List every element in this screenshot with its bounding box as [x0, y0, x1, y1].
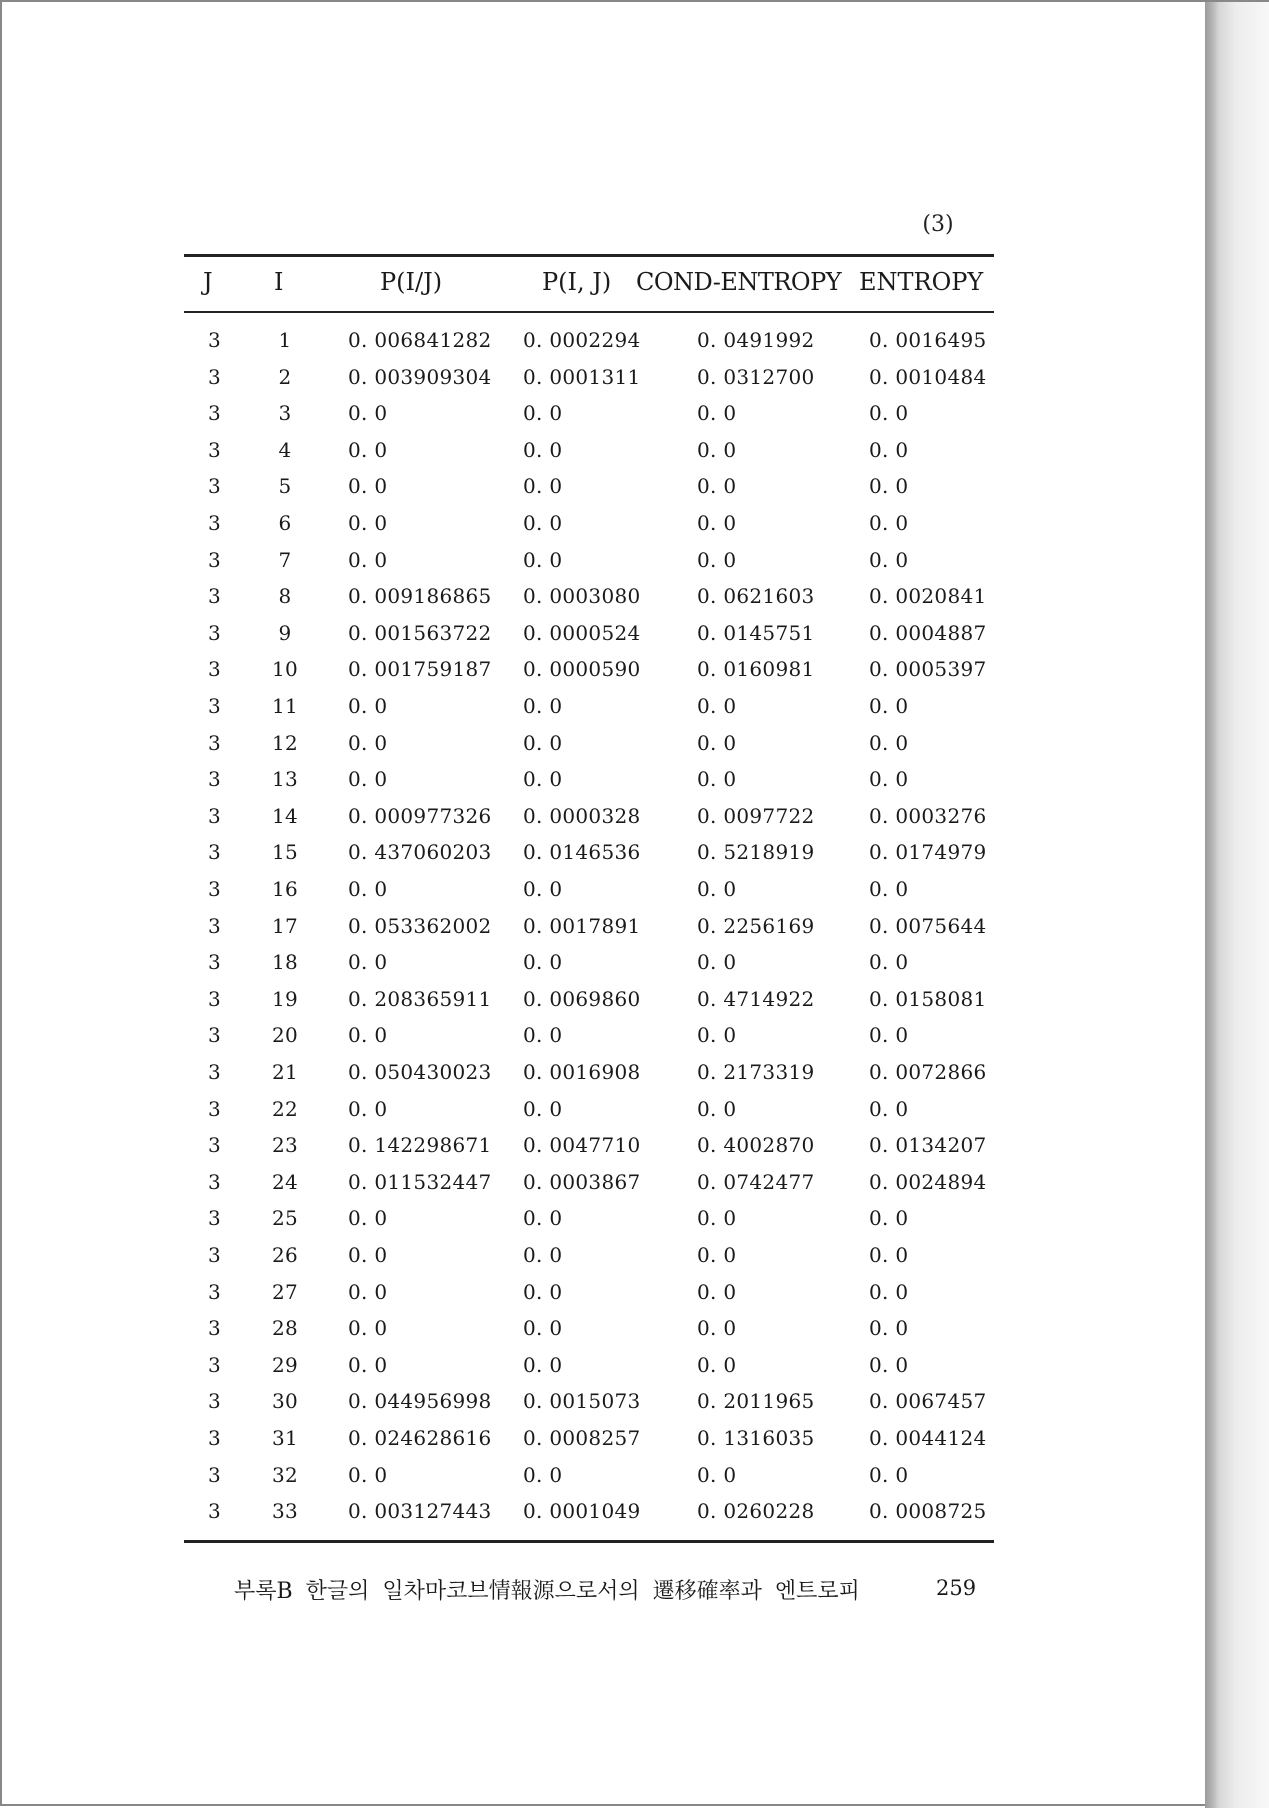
cell-p-i-j: 0. 0 [523, 694, 563, 718]
cell-p-i-given-j: 0. 0 [348, 1023, 388, 1047]
cell-j: 3 [208, 621, 222, 645]
cell-i: 32 [271, 1463, 299, 1487]
cell-entropy: 0. 0 [869, 731, 909, 755]
cell-p-i-j: 0. 0 [523, 474, 563, 498]
cell-j: 3 [208, 1133, 222, 1157]
table-row [2, 725, 1042, 761]
page-number: 259 [936, 1576, 977, 1600]
cell-j: 3 [208, 328, 222, 352]
cell-p-i-j: 0. 0 [523, 1316, 563, 1340]
cell-p-i-given-j: 0. 0 [348, 694, 388, 718]
cell-p-i-j: 0. 0001311 [523, 365, 641, 389]
cell-p-i-j: 0. 0047710 [523, 1133, 641, 1157]
cell-i: 10 [271, 657, 299, 681]
table-row [2, 688, 1042, 724]
cell-entropy: 0. 0 [869, 767, 909, 791]
cell-cond-entropy: 0. 0 [697, 694, 737, 718]
table-row [2, 1017, 1042, 1053]
cell-entropy: 0. 0 [869, 401, 909, 425]
table-row [2, 944, 1042, 980]
cell-i: 22 [271, 1097, 299, 1121]
cell-j: 3 [208, 694, 222, 718]
cell-i: 31 [271, 1426, 299, 1450]
cell-p-i-given-j: 0. 003909304 [348, 365, 492, 389]
table-row [2, 1457, 1042, 1493]
cell-i: 24 [271, 1170, 299, 1194]
cell-j: 3 [208, 1023, 222, 1047]
table-row [2, 432, 1042, 468]
cell-j: 3 [208, 474, 222, 498]
cell-p-i-j: 0. 0 [523, 731, 563, 755]
table-top-rule [184, 254, 994, 257]
cell-p-i-j: 0. 0 [523, 1097, 563, 1121]
cell-i: 3 [278, 401, 292, 425]
cell-p-i-j: 0. 0000524 [523, 621, 641, 645]
cell-cond-entropy: 0. 0 [697, 1023, 737, 1047]
cell-entropy: 0. 0010484 [869, 365, 987, 389]
cell-cond-entropy: 0. 2256169 [697, 914, 815, 938]
cell-i: 11 [271, 694, 299, 718]
cell-p-i-j: 0. 0003867 [523, 1170, 641, 1194]
cell-entropy: 0. 0 [869, 877, 909, 901]
cell-p-i-j: 0. 0 [523, 1280, 563, 1304]
cell-p-i-given-j: 0. 437060203 [348, 840, 492, 864]
cell-p-i-j: 0. 0 [523, 511, 563, 535]
cell-p-i-j: 0. 0 [523, 877, 563, 901]
cell-cond-entropy: 0. 0621603 [697, 584, 815, 608]
cell-i: 13 [271, 767, 299, 791]
cell-i: 21 [271, 1060, 299, 1084]
cell-j: 3 [208, 1463, 222, 1487]
cell-j: 3 [208, 1097, 222, 1121]
cell-p-i-given-j: 0. 0 [348, 548, 388, 572]
cell-entropy: 0. 0008725 [869, 1499, 987, 1523]
cell-cond-entropy: 0. 0 [697, 1463, 737, 1487]
cell-p-i-j: 0. 0069860 [523, 987, 641, 1011]
cell-entropy: 0. 0044124 [869, 1426, 987, 1450]
cell-p-i-j: 0. 0003080 [523, 584, 641, 608]
cell-cond-entropy: 0. 0260228 [697, 1499, 815, 1523]
cell-p-i-given-j: 0. 0 [348, 511, 388, 535]
cell-entropy: 0. 0072866 [869, 1060, 987, 1084]
cell-j: 3 [208, 1426, 222, 1450]
cell-j: 3 [208, 438, 222, 462]
table-row [2, 1493, 1042, 1529]
cell-j: 3 [208, 657, 222, 681]
cell-i: 30 [271, 1389, 299, 1413]
table-bottom-rule [184, 1540, 994, 1543]
cell-i: 26 [271, 1243, 299, 1267]
cell-p-i-given-j: 0. 0 [348, 401, 388, 425]
table-row [2, 542, 1042, 578]
table-row [2, 1274, 1042, 1310]
cell-cond-entropy: 0. 0 [697, 731, 737, 755]
table-row [2, 871, 1042, 907]
table-row [2, 468, 1042, 504]
cell-p-i-j: 0. 0 [523, 438, 563, 462]
cell-p-i-given-j: 0. 003127443 [348, 1499, 492, 1523]
table-row [2, 1347, 1042, 1383]
cell-i: 29 [271, 1353, 299, 1377]
cell-j: 3 [208, 804, 222, 828]
cell-cond-entropy: 0. 1316035 [697, 1426, 815, 1450]
table-row [2, 1164, 1042, 1200]
cell-i: 9 [278, 621, 292, 645]
cell-i: 27 [271, 1280, 299, 1304]
cell-entropy: 0. 0 [869, 548, 909, 572]
cell-cond-entropy: 0. 0 [697, 877, 737, 901]
cell-p-i-given-j: 0. 208365911 [348, 987, 492, 1011]
cell-i: 6 [278, 511, 292, 535]
cell-j: 3 [208, 1243, 222, 1267]
cell-p-i-given-j: 0. 000977326 [348, 804, 492, 828]
cell-i: 25 [271, 1206, 299, 1230]
cell-j: 3 [208, 987, 222, 1011]
cell-cond-entropy: 0. 0742477 [697, 1170, 815, 1194]
cell-p-i-given-j: 0. 0 [348, 1206, 388, 1230]
table-row [2, 834, 1042, 870]
cell-i: 28 [271, 1316, 299, 1340]
cell-p-i-j: 0. 0001049 [523, 1499, 641, 1523]
cell-p-i-j: 0. 0 [523, 1243, 563, 1267]
cell-entropy: 0. 0 [869, 1316, 909, 1340]
table-row [2, 1420, 1042, 1456]
cell-entropy: 0. 0 [869, 1243, 909, 1267]
cell-j: 3 [208, 1353, 222, 1377]
cell-p-i-j: 0. 0 [523, 1206, 563, 1230]
cell-cond-entropy: 0. 0312700 [697, 365, 815, 389]
cell-j: 3 [208, 914, 222, 938]
cell-j: 3 [208, 840, 222, 864]
cell-i: 19 [271, 987, 299, 1011]
page-edge-shadow [1205, 2, 1269, 1808]
cell-p-i-j: 0. 0 [523, 767, 563, 791]
cell-cond-entropy: 0. 0 [697, 548, 737, 572]
cell-cond-entropy: 0. 0 [697, 1353, 737, 1377]
cell-i: 2 [278, 365, 292, 389]
cell-j: 3 [208, 548, 222, 572]
cell-entropy: 0. 0004887 [869, 621, 987, 645]
cell-p-i-given-j: 0. 0 [348, 438, 388, 462]
page-footer [234, 1570, 994, 1604]
cell-p-i-given-j: 0. 0 [348, 1353, 388, 1377]
table-body [2, 322, 1042, 1532]
header-p-i-given-j: P(I/J) [380, 268, 443, 296]
cell-i: 5 [278, 474, 292, 498]
cell-cond-entropy: 0. 0 [697, 1206, 737, 1230]
cell-j: 3 [208, 1499, 222, 1523]
cell-p-i-given-j: 0. 001563722 [348, 621, 492, 645]
table-row [2, 322, 1042, 358]
cell-entropy: 0. 0 [869, 1206, 909, 1230]
cell-i: 15 [271, 840, 299, 864]
table-row [2, 1383, 1042, 1419]
cell-entropy: 0. 0 [869, 950, 909, 974]
cell-j: 3 [208, 731, 222, 755]
table-row [2, 908, 1042, 944]
cell-p-i-j: 0. 0146536 [523, 840, 641, 864]
cell-p-i-j: 0. 0 [523, 1023, 563, 1047]
cell-i: 1 [278, 328, 292, 352]
header-p-i-j: P(I, J) [542, 268, 612, 296]
cell-p-i-j: 0. 0016908 [523, 1060, 641, 1084]
cell-p-i-j: 0. 0002294 [523, 328, 641, 352]
table-row [2, 981, 1042, 1017]
cell-cond-entropy: 0. 0491992 [697, 328, 815, 352]
cell-entropy: 0. 0 [869, 694, 909, 718]
table-row [2, 1200, 1042, 1236]
cell-cond-entropy: 0. 0 [697, 1243, 737, 1267]
cell-entropy: 0. 0067457 [869, 1389, 987, 1413]
cell-p-i-given-j: 0. 011532447 [348, 1170, 492, 1194]
table-number: (3) [922, 212, 954, 237]
cell-p-i-given-j: 0. 044956998 [348, 1389, 492, 1413]
table-row [2, 1310, 1042, 1346]
cell-p-i-given-j: 0. 006841282 [348, 328, 492, 352]
cell-j: 3 [208, 1280, 222, 1304]
cell-j: 3 [208, 1206, 222, 1230]
cell-entropy: 0. 0174979 [869, 840, 987, 864]
cell-i: 18 [271, 950, 299, 974]
table-row [2, 651, 1042, 687]
table-row [2, 395, 1042, 431]
cell-j: 3 [208, 1316, 222, 1340]
cell-i: 14 [271, 804, 299, 828]
cell-entropy: 0. 0005397 [869, 657, 987, 681]
cell-entropy: 0. 0003276 [869, 804, 987, 828]
cell-cond-entropy: 0. 0 [697, 767, 737, 791]
cell-j: 3 [208, 365, 222, 389]
cell-i: 12 [271, 731, 299, 755]
cell-i: 33 [271, 1499, 299, 1523]
cell-p-i-j: 0. 0 [523, 950, 563, 974]
table-row [2, 1237, 1042, 1273]
cell-p-i-given-j: 0. 0 [348, 1097, 388, 1121]
cell-p-i-j: 0. 0015073 [523, 1389, 641, 1413]
running-title: 부록B 한글의 일차마코브情報源으로서의 遷移確率과 엔트로피 [234, 1579, 860, 1604]
cell-cond-entropy: 0. 0 [697, 401, 737, 425]
cell-p-i-given-j: 0. 024628616 [348, 1426, 492, 1450]
cell-cond-entropy: 0. 5218919 [697, 840, 815, 864]
header-i: I [274, 268, 284, 296]
table-row [2, 761, 1042, 797]
cell-entropy: 0. 0158081 [869, 987, 987, 1011]
cell-p-i-given-j: 0. 009186865 [348, 584, 492, 608]
cell-entropy: 0. 0 [869, 1023, 909, 1047]
table-row [2, 798, 1042, 834]
cell-p-i-given-j: 0. 0 [348, 474, 388, 498]
cell-j: 3 [208, 401, 222, 425]
table-header-rule [184, 311, 994, 313]
cell-j: 3 [208, 767, 222, 791]
cell-entropy: 0. 0 [869, 474, 909, 498]
cell-i: 20 [271, 1023, 299, 1047]
cell-entropy: 0. 0 [869, 1353, 909, 1377]
cell-p-i-given-j: 0. 001759187 [348, 657, 492, 681]
table-header-row [2, 264, 1042, 304]
cell-i: 7 [278, 548, 292, 572]
cell-entropy: 0. 0020841 [869, 584, 987, 608]
cell-p-i-given-j: 0. 0 [348, 877, 388, 901]
table-row [2, 1127, 1042, 1163]
cell-j: 3 [208, 1170, 222, 1194]
cell-p-i-j: 0. 0 [523, 548, 563, 572]
cell-p-i-given-j: 0. 053362002 [348, 914, 492, 938]
cell-cond-entropy: 0. 0 [697, 474, 737, 498]
cell-p-i-given-j: 0. 0 [348, 1243, 388, 1267]
table-row [2, 505, 1042, 541]
cell-cond-entropy: 0. 0 [697, 1316, 737, 1340]
cell-p-i-j: 0. 0000328 [523, 804, 641, 828]
cell-p-i-j: 0. 0017891 [523, 914, 641, 938]
cell-entropy: 0. 0024894 [869, 1170, 987, 1194]
cell-i: 16 [271, 877, 299, 901]
cell-cond-entropy: 0. 0 [697, 1097, 737, 1121]
cell-p-i-j: 0. 0000590 [523, 657, 641, 681]
cell-p-i-given-j: 0. 0 [348, 1280, 388, 1304]
cell-i: 17 [271, 914, 299, 938]
cell-cond-entropy: 0. 0 [697, 438, 737, 462]
cell-cond-entropy: 0. 4002870 [697, 1133, 815, 1157]
header-cond-entropy: COND-ENTROPY [636, 268, 842, 296]
cell-i: 23 [271, 1133, 299, 1157]
cell-cond-entropy: 0. 0145751 [697, 621, 815, 645]
cell-j: 3 [208, 877, 222, 901]
cell-entropy: 0. 0075644 [869, 914, 987, 938]
cell-entropy: 0. 0 [869, 1280, 909, 1304]
cell-cond-entropy: 0. 0160981 [697, 657, 815, 681]
cell-entropy: 0. 0 [869, 511, 909, 535]
cell-entropy: 0. 0 [869, 438, 909, 462]
cell-entropy: 0. 0 [869, 1097, 909, 1121]
cell-p-i-given-j: 0. 0 [348, 1316, 388, 1340]
header-j: J [203, 268, 213, 296]
cell-p-i-given-j: 0. 0 [348, 731, 388, 755]
table-row [2, 615, 1042, 651]
cell-j: 3 [208, 1060, 222, 1084]
cell-cond-entropy: 0. 0 [697, 511, 737, 535]
cell-j: 3 [208, 1389, 222, 1413]
cell-i: 4 [278, 438, 292, 462]
table-row [2, 359, 1042, 395]
table-row [2, 1091, 1042, 1127]
header-entropy: ENTROPY [859, 268, 984, 296]
cell-cond-entropy: 0. 2173319 [697, 1060, 815, 1084]
cell-cond-entropy: 0. 0097722 [697, 804, 815, 828]
cell-p-i-j: 0. 0008257 [523, 1426, 641, 1450]
cell-p-i-given-j: 0. 0 [348, 950, 388, 974]
table-row [2, 1054, 1042, 1090]
cell-p-i-given-j: 0. 0 [348, 1463, 388, 1487]
cell-p-i-j: 0. 0 [523, 401, 563, 425]
cell-cond-entropy: 0. 0 [697, 950, 737, 974]
cell-p-i-j: 0. 0 [523, 1463, 563, 1487]
cell-j: 3 [208, 950, 222, 974]
cell-entropy: 0. 0134207 [869, 1133, 987, 1157]
cell-cond-entropy: 0. 4714922 [697, 987, 815, 1011]
cell-p-i-j: 0. 0 [523, 1353, 563, 1377]
cell-p-i-given-j: 0. 050430023 [348, 1060, 492, 1084]
cell-p-i-given-j: 0. 0 [348, 767, 388, 791]
cell-entropy: 0. 0016495 [869, 328, 987, 352]
cell-entropy: 0. 0 [869, 1463, 909, 1487]
cell-j: 3 [208, 584, 222, 608]
table-row [2, 578, 1042, 614]
cell-cond-entropy: 0. 0 [697, 1280, 737, 1304]
cell-j: 3 [208, 511, 222, 535]
cell-i: 8 [278, 584, 292, 608]
cell-cond-entropy: 0. 2011965 [697, 1389, 815, 1413]
cell-p-i-given-j: 0. 142298671 [348, 1133, 492, 1157]
